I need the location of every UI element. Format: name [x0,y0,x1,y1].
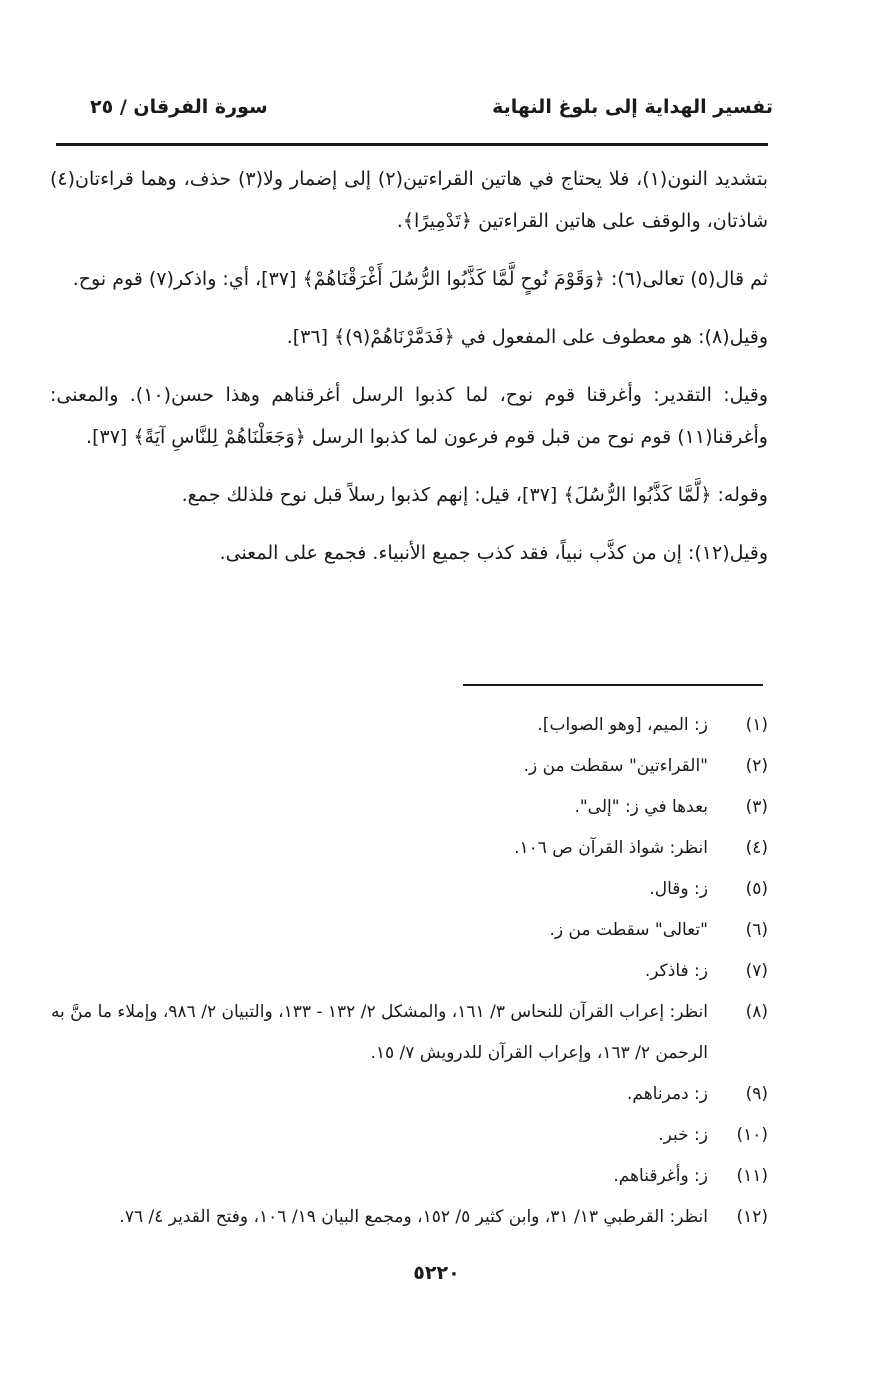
footnote-number: (٩) [745,1084,768,1104]
footnote-number: (٤) [745,838,768,858]
footnote-8 [40,992,768,1074]
footnote-text: انظر: إعراب القرآن للنحاس ٣/ ١٦١، والمشكل ٢/ ١٣٢ - ١٣٣، والتبيان ٢/ ٩٨٦، وإملاء ما منَّ به الرحمن ٢/ ١٦٣، وإعراب القرآن للدرويش ٧/ ١٥. [50,1002,708,1063]
paragraph-5: وقوله: ﴿لَّمَّا كَذَّبُوا الرُّسُلَ﴾ [٣٧]، قيل: إنهم كذبوا رسلاً قبل نوح فلذلك جمع. [181,484,768,506]
paragraph-1: بتشديد النون(١)، فلا يحتاج في هاتين القراءتين(٢) إلى إضمار ولا(٣) حذف، وهما قراءتان(٤) شاذتان، والوقف على هاتين القراءتين ﴿تَدْمِيرًا﴾. [50,168,768,232]
surah-page-label: سورة الفرقان / ٢٥ [90,96,268,118]
main-text [50,158,768,574]
footnote-text: ز: خبر. [658,1125,708,1145]
footnote-number: (١٢) [736,1207,768,1227]
footnote-10 [40,1115,768,1156]
footnote-number: (١) [745,715,768,735]
footnote-text: "تعالى" سقطت من ز. [549,920,708,940]
footnote-text: ز: دمرناهم. [627,1084,708,1104]
footnotes [40,705,768,1238]
footnote-9 [40,1074,768,1115]
footnote-text: انظر: شواذ القرآن ص ١٠٦. [514,838,708,858]
footnote-number: (٦) [745,920,768,940]
footnote-1 [40,705,768,746]
footnote-7 [40,951,768,992]
header-rule [56,143,768,146]
footnote-text: "القراءتين" سقطت من ز. [523,756,708,776]
footnote-text: ز: فاذكر. [644,961,708,981]
page-number: ٥٢٢٠ [413,1262,460,1284]
paragraph-3: وقيل(٨): هو معطوف على المفعول في ﴿فَدَمَّرْنَاهُمْ(٩)﴾ [٣٦]. [286,326,768,348]
footnote-separator [463,684,763,686]
footnote-text: ز: وقال. [649,879,708,899]
footnote-text: ز: الميم، [وهو الصواب]. [537,715,708,735]
footnote-number: (٧) [745,961,768,981]
footnote-2 [40,746,768,787]
footnote-text: انظر: القرطبي ١٣/ ٣١، وابن كثير ٥/ ١٥٢، ومجمع البيان ١٩/ ١٠٦، وفتح القدير ٤/ ٧٦. [119,1207,708,1227]
footnote-number: (١١) [736,1166,768,1186]
footnote-number: (٨) [745,1002,768,1022]
paragraph-2: ثم قال(٥) تعالى(٦): ﴿وَقَوْمَ نُوحٍ لَّمَّا كَذَّبُوا الرُّسُلَ أَغْرَقْنَاهُمْ﴾ [٣٧]، أي: واذكر(٧) قوم نوح. [72,268,768,290]
paragraph-4: وقيل: التقدير: وأغرقنا قوم نوح، لما كذبوا الرسل أغرقناهم وهذا حسن(١٠). والمعنى: وأغرقنا(١١) قوم نوح من قبل قوم فرعون لما كذبوا الرسل ﴿وَجَعَلْنَاهُمْ لِلنَّاسِ آيَةً﴾ [٣٧]. [50,384,769,448]
footnote-text: بعدها في ز: "إلى". [574,797,708,817]
surah-page-header [90,96,268,118]
footnote-12 [40,1197,768,1238]
footnote-text: ز: وأغرقناهم. [613,1166,708,1186]
footnote-number: (٥) [745,879,768,899]
footnote-4 [40,828,768,869]
footnote-number: (٣) [745,797,768,817]
footnote-11 [40,1156,768,1197]
footnote-6 [40,910,768,951]
paragraph-6: وقيل(١٢): إن من كذَّب نبياً، فقد كذب جميع الأنبياء. فجمع على المعنى. [219,542,768,564]
book-title-header: تفسير الهداية إلى بلوغ النهاية [492,96,773,118]
footnote-5 [40,869,768,910]
footnote-3 [40,787,768,828]
footnote-number: (١٠) [736,1125,768,1145]
footnote-number: (٢) [745,756,768,776]
